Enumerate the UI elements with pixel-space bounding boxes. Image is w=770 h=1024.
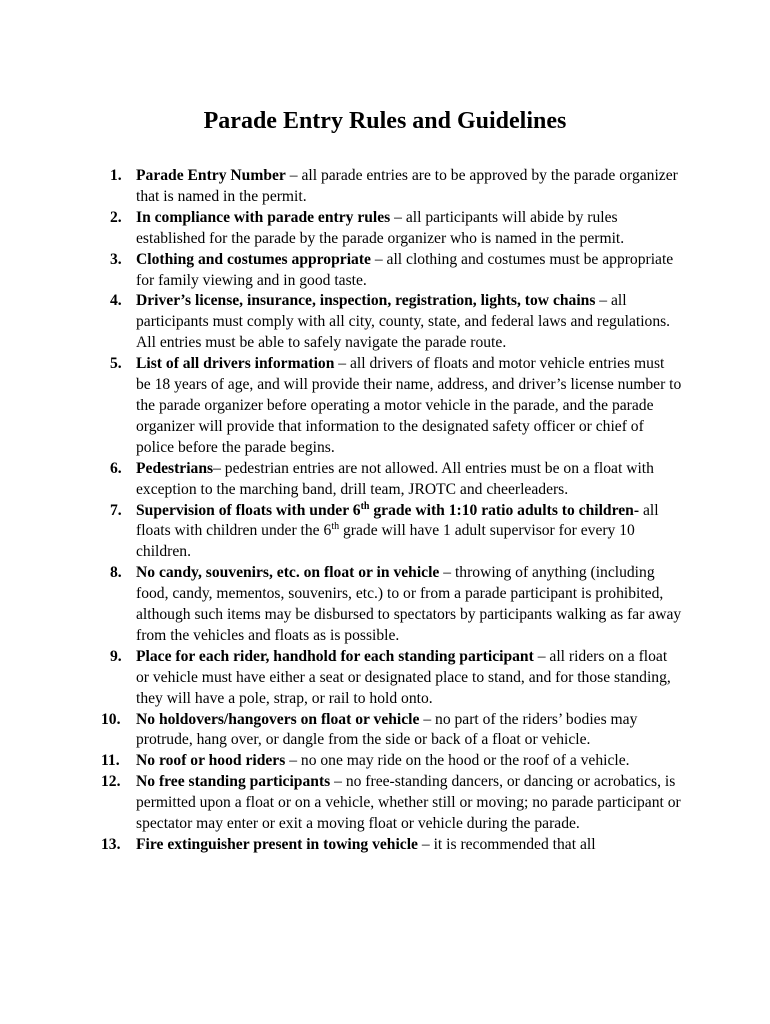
list-item <box>0 772 770 835</box>
rule-text: – all drivers of floats and motor vehicle entries must be 18 years of age, and will provide their name, address, and driver’s license number to the parade organizer before operating a motor vehicle in the parade, and the parade organizer will provide that information to the designated safety officer or chief of police before the parade begins. <box>136 355 682 456</box>
rule-text: – all riders on a float or vehicle must have either a seat or designated place to stand, and for those standing, they will have a pole, strap, or rail to hold onto. <box>136 647 671 707</box>
list-item <box>0 291 770 354</box>
list-item <box>0 647 770 710</box>
rule-heading: Fire extinguisher present in towing vehicle <box>136 836 418 853</box>
item-number: 1. <box>110 167 122 184</box>
rule-text: – all participants will abide by rules established for the parade by the parade organizer who is named in the permit. <box>136 208 625 247</box>
list-item <box>0 459 770 501</box>
list-item <box>0 354 770 459</box>
rule-heading-part: Supervision of floats with under 6 <box>136 501 361 519</box>
rule-heading: No candy, souvenirs, etc. on float or in vehicle <box>136 564 440 582</box>
list-item <box>0 250 770 292</box>
rule-heading: No roof or hood riders <box>136 752 286 770</box>
rule-heading <box>136 502 639 519</box>
item-number: 5. <box>110 355 122 373</box>
list-item <box>0 166 770 208</box>
list-item <box>0 835 770 856</box>
rule-heading: Place for each rider, handhold for each standing participant <box>136 647 534 665</box>
item-number: 7. <box>110 501 122 519</box>
rule-text: – no part of the riders’ bodies may protrude, hang over, or dangle from the side or back of a float or vehicle. <box>136 710 638 749</box>
item-number: 9. <box>110 647 122 665</box>
rule-text: – all participants must comply with all city, county, state, and federal laws and regulations. All entries must be able to safely navigate the parade route. <box>136 292 671 352</box>
rule-text: – all parade entries are to be approved by the parade organizer that is named in the permit. <box>136 167 678 205</box>
item-number: 4. <box>110 292 122 310</box>
rule-text: – all clothing and costumes must be appropriate for family viewing and in good taste. <box>136 250 674 289</box>
item-number: 2. <box>110 208 122 226</box>
rule-text: – no free-standing dancers, or dancing or acrobatics, is permitted upon a float or on a vehicle, whether still or moving; no parade participant or spectator may enter or exit a moving float or vehicle during the parade. <box>136 773 681 833</box>
rule-text: – no one may ride on the hood or the roof of a vehicle. <box>285 752 630 770</box>
item-number: 3. <box>110 250 122 268</box>
item-number: 10. <box>101 710 121 728</box>
item-number: 6. <box>110 459 122 477</box>
rules-list <box>0 166 770 856</box>
rule-text-part: all floats with children under the 6 <box>136 501 659 540</box>
item-number: 13. <box>101 836 121 853</box>
rule-heading: List of all drivers information <box>136 355 335 373</box>
rule-text: – pedestrian entries are not allowed. All entries must be on a float with exception to the marching band, drill team, JROTC and cheerleaders. <box>136 459 654 498</box>
rule-heading-part: grade with 1:10 ratio adults to children- <box>369 501 640 519</box>
superscript: th <box>331 521 340 533</box>
rule-text: – throwing of anything (including food, candy, mementos, souvenirs, etc.) to or from a parade participant is prohibited, although such items may be disbursed to spectators by participants walking as far away from the vehicles and floats as is possible. <box>136 564 682 644</box>
rule-text-part: grade will have 1 adult supervisor for every 10 children. <box>136 522 635 561</box>
superscript: th <box>360 500 370 512</box>
rule-heading: No holdovers/hangovers on float or vehicle <box>136 710 420 728</box>
item-number: 12. <box>101 773 121 791</box>
rule-heading: Pedestrians <box>136 459 214 477</box>
rule-heading: Parade Entry Number <box>136 167 286 184</box>
item-number: 8. <box>110 564 122 582</box>
rule-text: – it is recommended that all <box>417 836 596 853</box>
list-item <box>0 501 770 564</box>
rule-heading: In compliance with parade entry rules <box>136 208 391 226</box>
page-title: Parade Entry Rules and Guidelines <box>203 108 567 134</box>
rule-heading: Clothing and costumes appropriate <box>136 250 371 268</box>
list-item <box>0 563 770 647</box>
list-item <box>0 208 770 250</box>
list-item <box>0 751 770 772</box>
item-number: 11. <box>101 752 120 770</box>
list-item <box>0 710 770 752</box>
rule-heading: No free standing participants <box>136 773 331 791</box>
rule-heading: Driver’s license, insurance, inspection, registration, lights, tow chains <box>136 292 596 310</box>
